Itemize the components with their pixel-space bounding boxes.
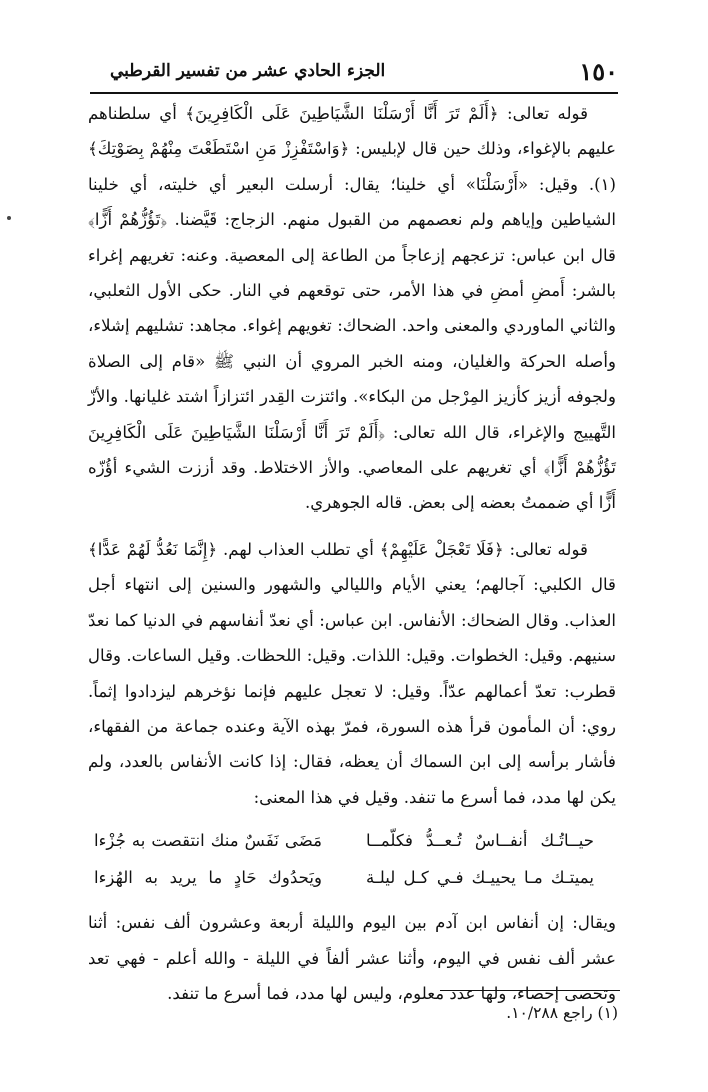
running-title: الجزء الحادي عشر من تفسير القرطبي xyxy=(110,61,386,81)
header-rule xyxy=(90,92,618,94)
poem xyxy=(94,823,594,895)
footnote: (١) راجع ١٠/٢٨٨. xyxy=(506,1004,618,1022)
poem-line-2-second-hemistich: ويَحدُوك حَادٍ ما يريد به الهُزءا xyxy=(94,868,322,888)
main-text xyxy=(88,96,616,1011)
page-header xyxy=(110,54,618,88)
poem-line-2-first-hemistich: يميتـك مـا يحييـك فـي كـل ليلـة xyxy=(366,868,594,888)
scan-speck xyxy=(7,216,11,220)
paragraph-anfas: ويقال: إن أنفاس ابن آدم بين اليوم والليلة أربعة وعشرون ألف نفس: أثنا عشر ألف نفس في اليوم، وأثنا عشر ألفاً في الليلة - والله أعلم - فهي تعد وتحصى إحصاء، ولها عدد معلوم، وليس لها مدد، فما أسرع ما تنفد. xyxy=(88,913,616,1003)
poem-line-1-first-hemistich: حيــاتُـك أنفــاسٌ تُـعــدُّ فكلّمــا xyxy=(366,831,594,851)
paragraph-verse-la-taajal: قوله تعالى: ﴿فَلَا تَعْجَلْ عَلَيْهِمْ﴾ أي تطلب العذاب لهم. ﴿إِنَّمَا نَعُدُّ لَهُمْ عَدًّا﴾ قال الكلبي: آجالهم؛ يعني الأيام والليالي والشهور والسنين إلى انتهاء أجل العذاب. وقال الضحاك: الأنفاس. ابن عباس: أي نعدّ أنفاسهم في الدنيا كما نعدّ سنيهم. وقيل: الخطوات. وقيل: اللذات. وقيل: اللحظات. وقيل الساعات. وقال قطرب: تعدّ أعمالهم عدّاً. وقيل: لا تعجل عليهم فإنما نؤخرهم ليزدادوا إثماً. روي: أن المأمون قرأ هذه السورة، فمرّ بهذه الآية وعنده جماعة من الفقهاء، فأشار برأسه إلى ابن السماك أن يعظه، فقال: إذا كانت الأنفاس بالعدد، ولم يكن لها مدد، فما أسرع ما تنفد. وقيل في هذا المعنى: xyxy=(88,539,616,807)
poem-line-1-second-hemistich: مَضَى نَفَسٌ منك انتقصت به جُزْءا xyxy=(94,831,322,851)
footnote-rule xyxy=(440,990,620,991)
paragraph-verse-shayatin: قوله تعالى: ﴿أَلَمْ تَرَ أَنَّا أَرْسَلْنَا الشَّيَاطِينَ عَلَى الْكَافِرِينَ﴾ أي سلطناهم عليهم بالإغواء، وذلك حين قال لإبليس: ﴿وَاسْتَفْزِزْ مَنِ اسْتَطَعْتَ مِنْهُمْ بِصَوْتِكَ﴾(١). وقيل: «أَرْسَلْنَا» أي خلينا؛ يقال: أرسلت البعير أي خليته، أي خلينا الشياطين وإياهم ولم نعصمهم من القبول منهم. الزجاج: قَيَّضنا. ﴿تَؤُزُّهُمْ أَزًّا﴾ قال ابن عباس: تزعجهم إزعاجاً من الطاعة إلى المعصية. وعنه: تغريهم إغراء بالشر: أَمضِ أمضِ في هذا الأمر، حتى توقعهم في النار. حكى الأول الثعلبي، والثاني الماوردي والمعنى واحد. الضحاك: تغويهم إغواء. مجاهد: تشليهم إشلاء، وأصله الحركة والغليان، ومنه الخبر المروي أن النبي ﷺ «قام إلى الصلاة ولجوفه أزيز كأزيز المِرْجل من البكاء». وائتزت القِدر ائتزازاً اشتد غليانها. والأزّ التَّهييج والإغراء، قال الله تعالى: ﴿أَلَمْ تَرَ أَنَّا أَرْسَلْنَا الشَّيَاطِينَ عَلَى الْكَافِرِينَ تَؤُزُّهُمْ أَزًّا﴾ أي تغريهم على المعاصي. والأز الاختلاط. وقد أززت الشيء أؤُزّه أَزًّا أي ضممتُ بعضه إلى بعض. قاله الجوهري. xyxy=(88,104,616,513)
page-number: ١٥٠ xyxy=(579,56,618,86)
